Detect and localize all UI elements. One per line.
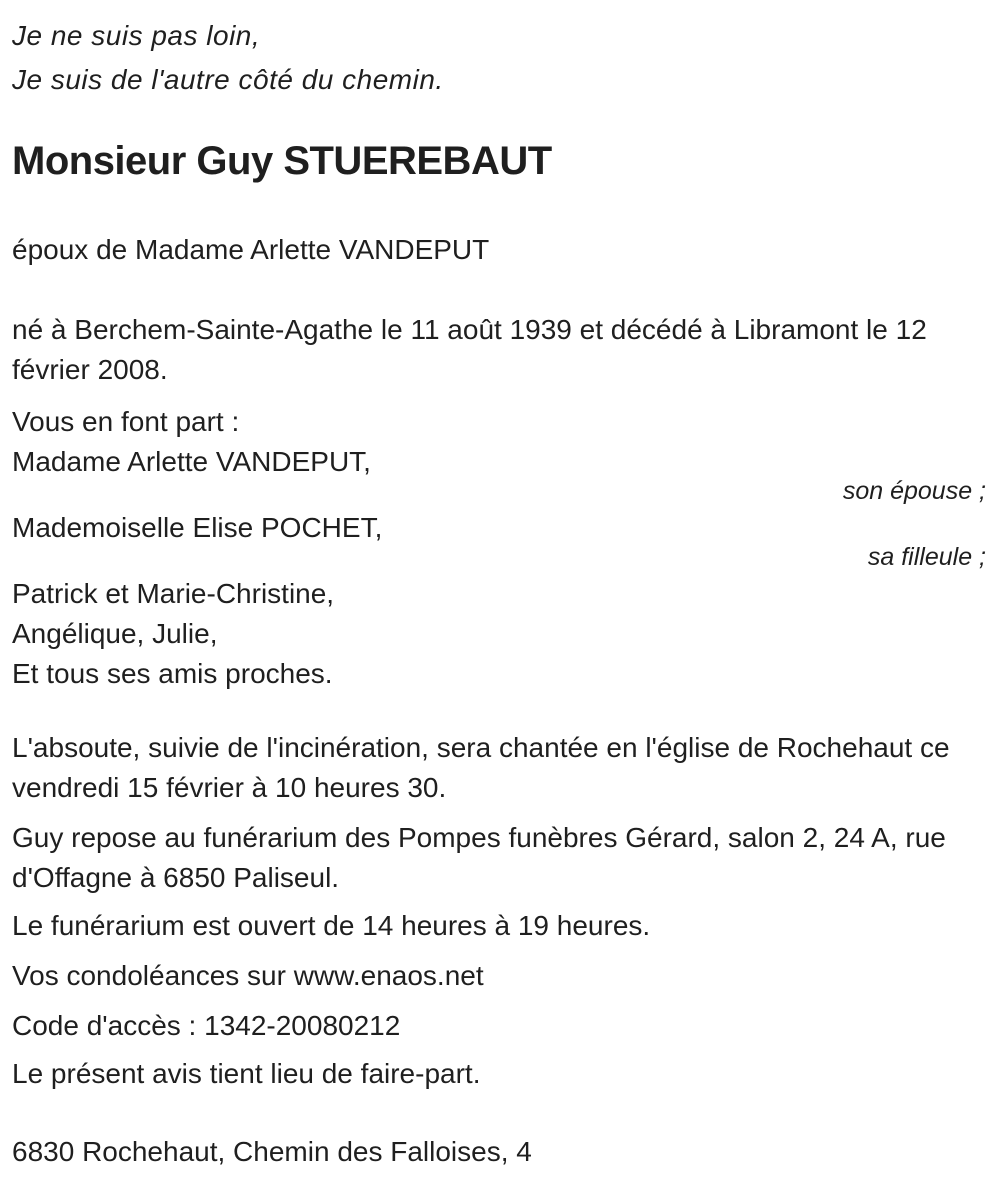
spouse-line: époux de Madame Arlette VANDEPUT	[12, 234, 490, 265]
relative-relation-wife: son épouse ;	[842, 477, 986, 505]
birth-death-line: né à Berchem-Sainte-Agathe le 11 août 1939 et décédé à Libramont le 12 février 2008.	[12, 314, 927, 385]
announcement-intro: Vous en font part :	[12, 406, 240, 437]
notice-line: Le présent avis tient lieu de faire-part.	[12, 1058, 481, 1089]
access-code-line: Code d'accès : 1342-20080212	[12, 1010, 401, 1041]
condolences-line: Vos condoléances sur www.enaos.net	[12, 960, 484, 991]
ceremony-line: L'absoute, suivie de l'incinération, sera chantée en l'église de Rochehaut ce vendredi 15 février à 10 heures 30.	[12, 732, 950, 803]
quote-line-1: Je ne suis pas loin,	[12, 20, 261, 51]
quote-line-2: Je suis de l'autre côté du chemin.	[12, 64, 444, 95]
deceased-name-title: Monsieur Guy STUEREBAUT	[12, 139, 552, 183]
relative-name-patrick-marie-christine: Patrick et Marie-Christine,	[12, 578, 335, 609]
relative-name-friends: Et tous ses amis proches.	[12, 658, 333, 689]
address-line: 6830 Rochehaut, Chemin des Falloises, 4	[12, 1136, 532, 1167]
funerarium-hours-line: Le funérarium est ouvert de 14 heures à 19 heures.	[12, 910, 651, 941]
relative-relation-goddaughter: sa filleule ;	[867, 543, 986, 571]
relative-name-angelique-julie: Angélique, Julie,	[12, 618, 218, 649]
relative-name-goddaughter: Mademoiselle Elise POCHET,	[12, 512, 383, 543]
relative-name-wife: Madame Arlette VANDEPUT,	[12, 446, 371, 477]
repose-line: Guy repose au funérarium des Pompes funèbres Gérard, salon 2, 24 A, rue d'Offagne à 6850 Paliseul.	[12, 822, 946, 893]
